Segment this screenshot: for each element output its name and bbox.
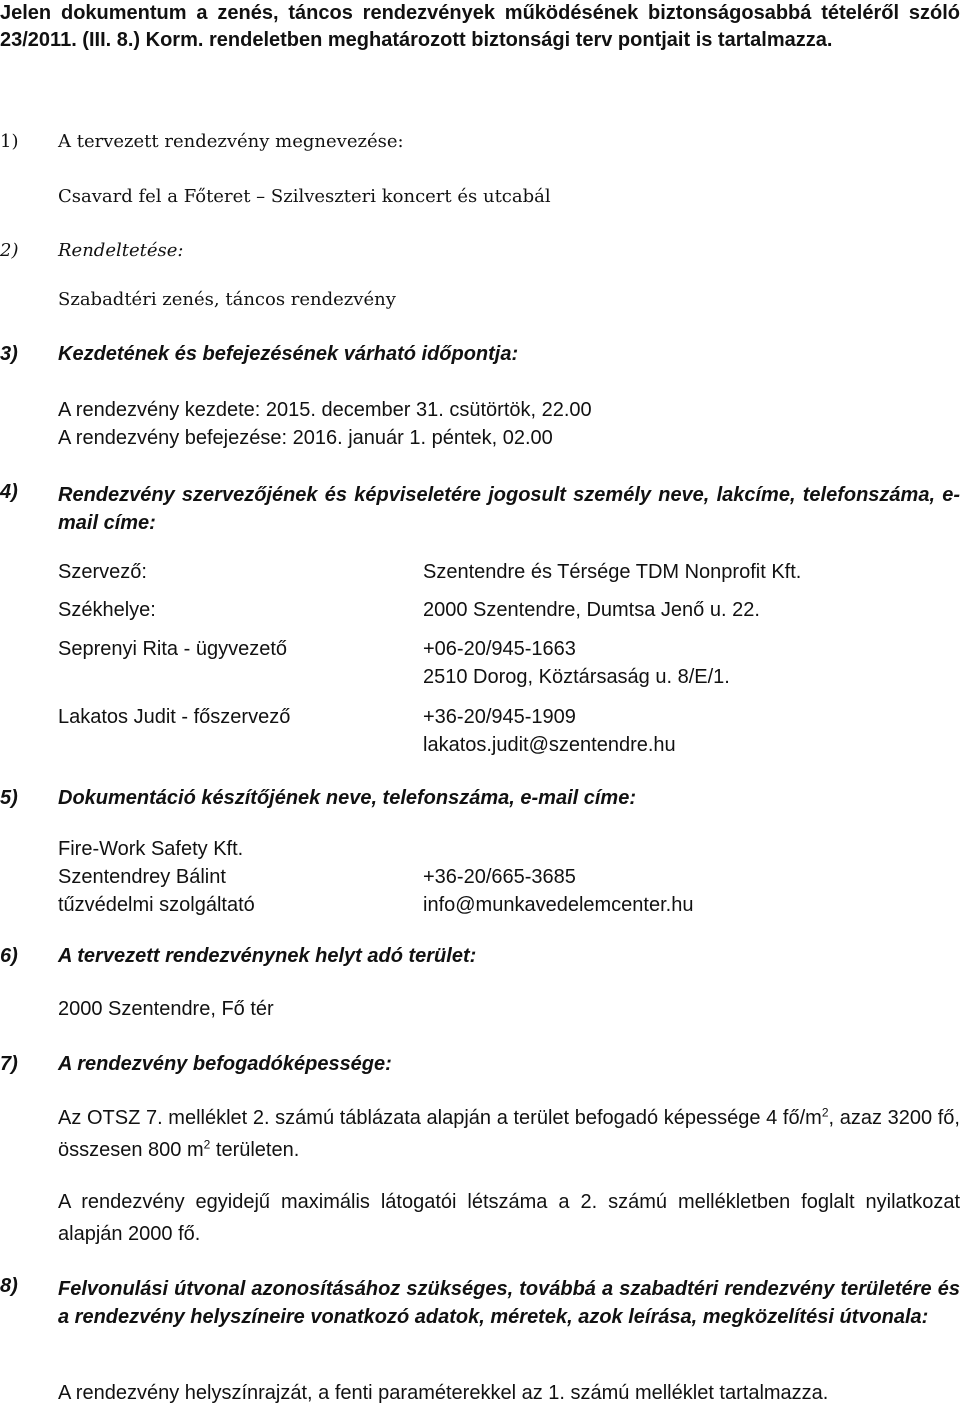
seat-label: Székhelye: [58, 599, 156, 621]
section-3-number: 3) [0, 343, 18, 365]
max-visitors-paragraph: A rendezvény egyidejű maximális látogatói létszáma a 2. számú mellékletben foglalt nyilatkozat alapján 2000 fő. [58, 1191, 960, 1245]
superscript: 2 [203, 1137, 211, 1152]
doc-company: Fire-Work Safety Kft. [58, 838, 244, 860]
seat-value: 2000 Szentendre, Dumtsa Jenő u. 22. [423, 599, 760, 621]
doc-person: Szentendrey Bálint [58, 866, 226, 888]
venue-value: 2000 Szentendre, Fő tér [58, 998, 274, 1020]
section-4-number: 4) [0, 481, 18, 503]
person2-email: lakatos.judit@szentendre.hu [423, 734, 676, 756]
person2-label: Lakatos Judit - főszervező [58, 706, 291, 728]
section-7-title: A rendezvény befogadóképessége: [58, 1053, 392, 1075]
section-2-title: Rendeltetése: [58, 240, 184, 261]
doc-phone: +36-20/665-3685 [423, 866, 576, 888]
event-end: A rendezvény befejezése: 2016. január 1. péntek, 02.00 [58, 427, 553, 449]
section-7-number: 7) [0, 1053, 18, 1075]
person1-label: Seprenyi Rita - ügyvezető [58, 638, 288, 660]
doc-role: tűzvédelmi szolgáltató [58, 894, 255, 916]
section-1-value: Csavard fel a Főteret – Szilveszteri koncert és utcabál [58, 186, 551, 207]
section-2-value: Szabadtéri zenés, táncos rendezvény [58, 289, 396, 310]
section-5-number: 5) [0, 787, 18, 809]
person1-address: 2510 Dorog, Köztársaság u. 8/E/1. [423, 666, 730, 688]
organizer-label: Szervező: [58, 561, 147, 583]
section-1-number: 1) [0, 131, 19, 152]
section-5-title: Dokumentáció készítőjének neve, telefonszáma, e-mail címe: [58, 787, 636, 809]
site-plan-note: A rendezvény helyszínrajzát, a fenti paraméterekkel az 1. számú melléklet tartalmazza. [58, 1382, 829, 1404]
organizer-value: Szentendre és Térsége TDM Nonprofit Kft. [423, 561, 802, 583]
superscript: 2 [821, 1105, 829, 1120]
person2-phone: +36-20/945-1909 [423, 706, 576, 728]
capacity-paragraph: Az OTSZ 7. melléklet 2. számú táblázata alapján a terület befogadó képessége 4 $fő/m^2$, azaz 3200 fő, összesen 800 $m^2$ területen. [58, 1105, 960, 1161]
doc-email: info@munkavedelemcenter.hu [423, 894, 694, 916]
person1-phone: +06-20/945-1663 [423, 638, 576, 660]
section-2-number: 2) [0, 240, 19, 261]
section-8-number: 8) [0, 1275, 18, 1297]
section-1-title: A tervezett rendezvény megnevezése: [58, 131, 404, 152]
section-4-title: Rendezvény szervezőjének és képviseletére jogosult személy neve, lakcíme, telefonszáma, e-mail címe: [58, 484, 960, 534]
section-3-title: Kezdetének és befejezésének várható időpontja: [58, 343, 519, 365]
section-6-title: A tervezett rendezvénynek helyt adó terület: [58, 945, 477, 967]
section-8-title: Felvonulási útvonal azonosításához szükséges, továbbá a szabadtéri rendezvény területére és a rendezvény helyszíneire vonatkozó adatok, méretek, azok leírása, megközelítési útvonala: [58, 1278, 960, 1328]
section-6-number: 6) [0, 945, 18, 967]
intro-paragraph: Jelen dokumentum a zenés, táncos rendezvények működésének biztonságosabbá tételéről szóló 23/2011. (III. 8.) Korm. rendeletben meghatározott biztonsági terv pontjait is tartalmazza. [0, 2, 960, 51]
event-start: A rendezvény kezdete: 2015. december 31. csütörtök, 22.00 [58, 399, 592, 421]
